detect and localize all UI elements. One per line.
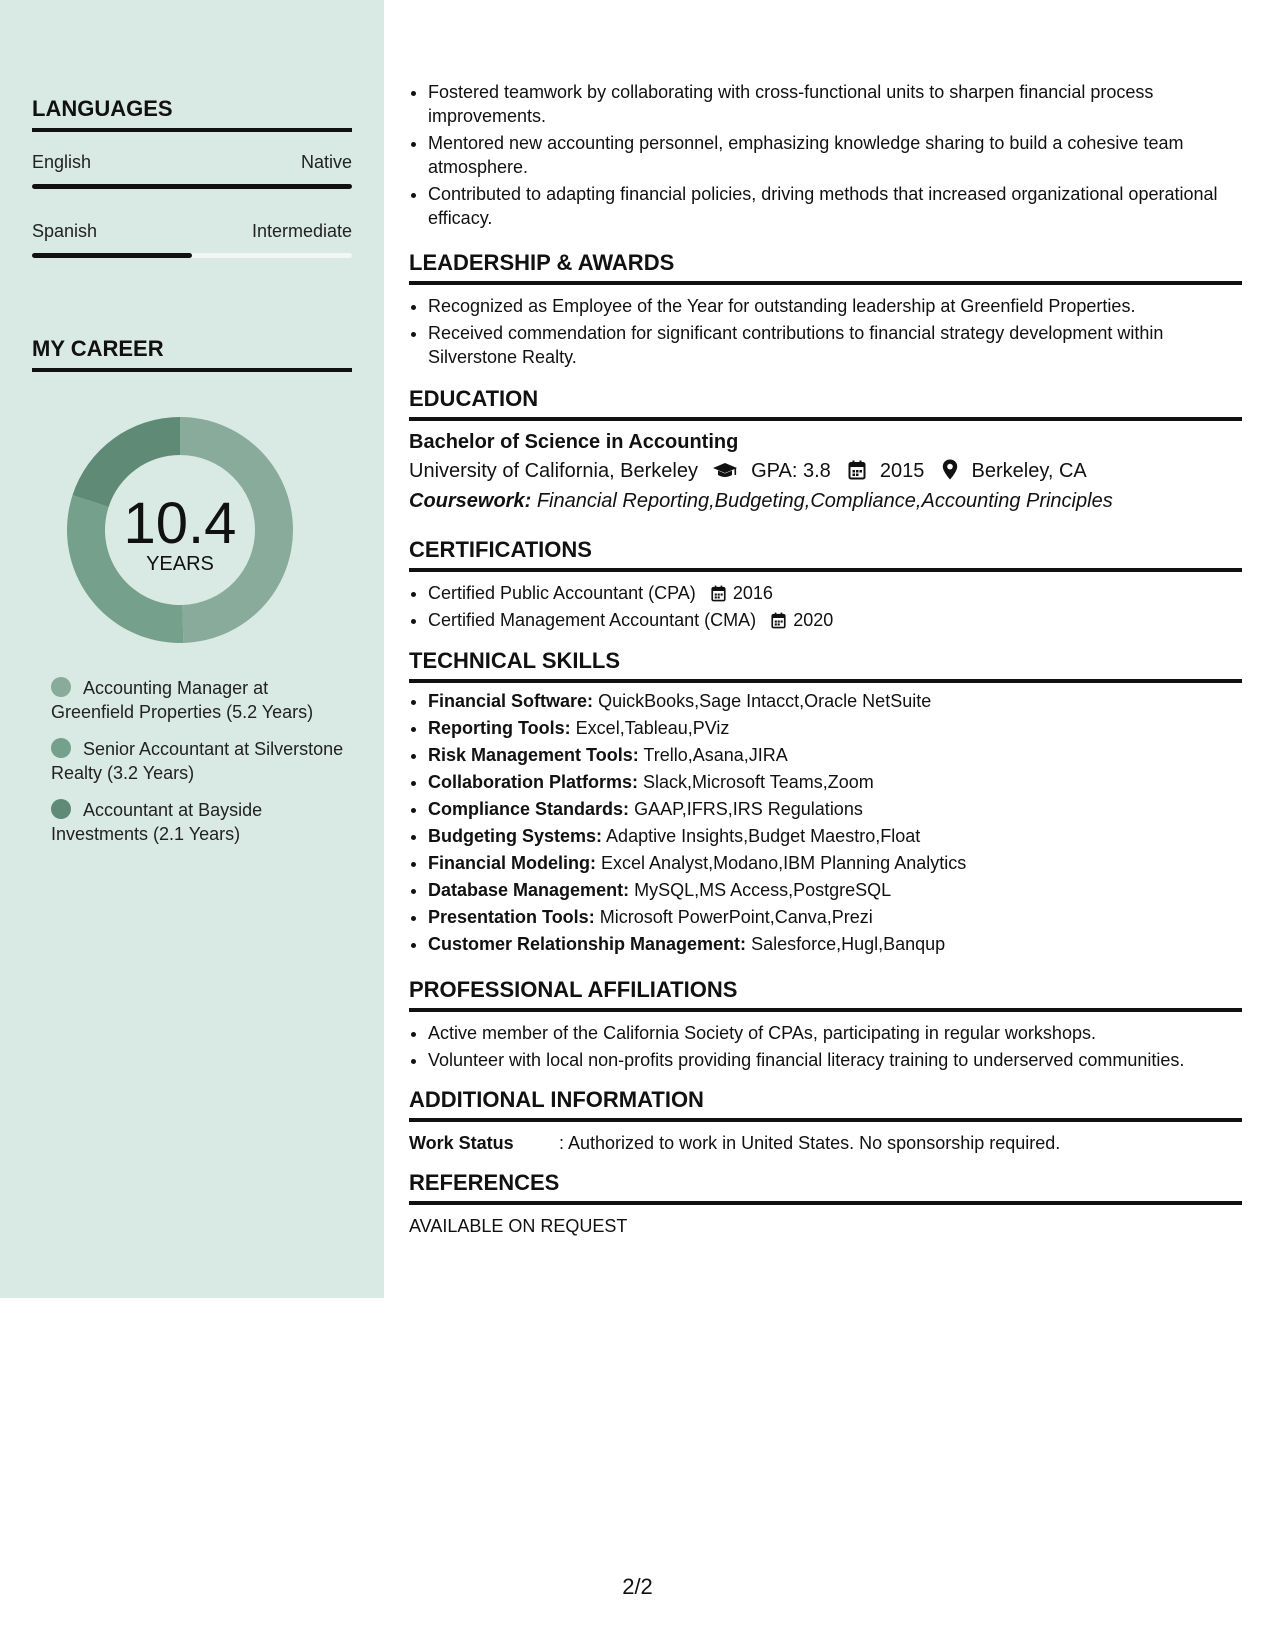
- leadership-item: • Received commendation for significant contributions to financial strategy development within Silverstone Realty.: [428, 321, 1242, 369]
- skill-value: Excel,Tableau,PViz: [575, 718, 730, 738]
- leadership-item: • Recognized as Employee of the Year for outstanding leadership at Greenfield Properties.: [428, 294, 1242, 318]
- calendar-icon: [848, 460, 866, 480]
- coursework-value: Financial Reporting,Budgeting,Compliance,Accounting Principles: [536, 490, 1113, 512]
- leadership-section: [409, 250, 1242, 372]
- references-text: AVAILABLE ON REQUEST: [409, 1216, 628, 1236]
- references-title: REFERENCES: [409, 1170, 1242, 1205]
- additional-info-title: ADDITIONAL INFORMATION: [409, 1087, 1242, 1122]
- skill-item: [428, 905, 1242, 929]
- legend-dot: [51, 738, 71, 758]
- language-name: Spanish: [32, 221, 98, 241]
- education-coursework: [409, 486, 1242, 516]
- skill-label: Reporting Tools:: [428, 718, 571, 738]
- skill-item: [428, 878, 1242, 902]
- skills-list: [409, 689, 1242, 956]
- education-gpa: GPA: 3.8: [751, 460, 831, 482]
- skill-value: Microsoft PowerPoint,Canva,Prezi: [599, 907, 873, 927]
- experience-bullet: • Mentored new accounting personnel, emphasizing knowledge sharing to build a cohesive team atmosphere.: [428, 131, 1242, 179]
- career-position-label: Accounting Manager at Greenfield Properties (5.2 Years): [51, 678, 314, 722]
- skill-item: [428, 689, 1242, 713]
- certification-year: 2016: [732, 583, 773, 603]
- skills-section: [409, 648, 1242, 959]
- skill-value: Trello,Asana,JIRA: [643, 745, 788, 765]
- additional-info-section: [409, 1087, 1242, 1155]
- experience-bullet: • Contributed to adapting financial policies, driving methods that increased organizational operational efficacy.: [428, 182, 1242, 230]
- skill-value: Slack,Microsoft Teams,Zoom: [643, 772, 874, 792]
- language-level: Native: [300, 152, 352, 172]
- career-position-label: Accountant at Bayside Investments (2.1 Years): [51, 800, 263, 844]
- certifications-title: CERTIFICATIONS: [409, 537, 1242, 572]
- career-legend-item: [51, 798, 351, 846]
- page-number: 2/2: [622, 1574, 653, 1599]
- experience-continued: [409, 80, 1242, 233]
- affiliations-section: [409, 977, 1242, 1075]
- certification-year: 2020: [793, 610, 834, 630]
- skill-value: Excel Analyst,Modano,IBM Planning Analytics: [601, 853, 967, 873]
- skill-item: [428, 743, 1242, 767]
- career-position-label: Senior Accountant at Silverstone Realty (3.2 Years): [51, 739, 344, 783]
- certification-item: [428, 581, 1242, 605]
- skill-item: [428, 770, 1242, 794]
- language-bar-fill: [32, 253, 192, 258]
- career-total-unit: YEARS: [146, 553, 214, 575]
- affiliation-item: • Volunteer with local non-profits providing financial literacy training to underserved communities.: [428, 1048, 1242, 1072]
- experience-bullet: • Fostered teamwork by collaborating with cross-functional units to sharpen financial process improvements.: [428, 80, 1242, 128]
- career-donut-chart: [67, 417, 293, 643]
- career-legend-item: [51, 737, 351, 785]
- skill-value: Adaptive Insights,Budget Maestro,Float: [606, 826, 921, 846]
- skill-label: Customer Relationship Management:: [428, 934, 747, 954]
- career-total-value: 10.4: [123, 491, 237, 556]
- skill-label: Database Management:: [428, 880, 630, 900]
- work-status-value: : Authorized to work in United States. No sponsorship required.: [559, 1133, 1061, 1153]
- legend-dot: [51, 677, 71, 697]
- language-row-english: [32, 152, 352, 173]
- legend-dot: [51, 799, 71, 819]
- affiliation-item: • Active member of the California Society of CPAs, participating in regular workshops.: [428, 1021, 1242, 1045]
- education-section: [409, 386, 1242, 516]
- certification-name: Certified Management Accountant (CMA): [428, 610, 757, 630]
- experience-bullets: [409, 80, 1242, 230]
- career-legend: [51, 676, 351, 859]
- graduation-cap-icon: [712, 462, 738, 480]
- skill-label: Collaboration Platforms:: [428, 772, 639, 792]
- calendar-icon: [771, 612, 786, 629]
- skill-item: [428, 797, 1242, 821]
- certifications-section: [409, 537, 1242, 635]
- coursework-label: Coursework:: [409, 490, 532, 512]
- skill-value: QuickBooks,Sage Intacct,Oracle NetSuite: [598, 691, 932, 711]
- language-row-spanish: [32, 221, 352, 242]
- language-name: English: [32, 152, 92, 172]
- leadership-list: [409, 294, 1242, 369]
- education-title: EDUCATION: [409, 386, 1242, 421]
- education-location: Berkeley, CA: [971, 460, 1087, 482]
- education-year: 2015: [879, 460, 925, 482]
- language-bar-english: [32, 184, 352, 189]
- map-marker-icon: [942, 459, 958, 480]
- affiliations-title: PROFESSIONAL AFFILIATIONS: [409, 977, 1242, 1012]
- certification-name: Certified Public Accountant (CPA): [428, 583, 696, 603]
- career-legend-item: [51, 676, 351, 724]
- skill-value: MySQL,MS Access,PostgreSQL: [634, 880, 892, 900]
- skill-label: Presentation Tools:: [428, 907, 595, 927]
- skills-title: TECHNICAL SKILLS: [409, 648, 1242, 683]
- career-heading: MY CAREER: [32, 336, 352, 372]
- certification-item: [428, 608, 1242, 632]
- work-status-row: [409, 1131, 1242, 1155]
- references-section: [409, 1170, 1242, 1238]
- skill-value: Salesforce,Hugl,Banqup: [751, 934, 946, 954]
- education-details: [409, 456, 1242, 486]
- leadership-title: LEADERSHIP & AWARDS: [409, 250, 1242, 285]
- education-school: University of California, Berkeley: [409, 460, 698, 482]
- language-level: Intermediate: [251, 221, 352, 241]
- language-bar-fill: [32, 184, 352, 189]
- skill-label: Budgeting Systems:: [428, 826, 603, 846]
- certifications-list: [409, 581, 1242, 632]
- sidebar: [0, 0, 384, 1298]
- skill-item: [428, 932, 1242, 956]
- languages-heading: LANGUAGES: [32, 96, 352, 132]
- language-bar-spanish: [32, 253, 352, 258]
- skill-item: [428, 824, 1242, 848]
- skill-label: Compliance Standards:: [428, 799, 630, 819]
- skill-label: Risk Management Tools:: [428, 745, 639, 765]
- work-status-label: Work Status: [409, 1133, 514, 1153]
- skill-item: [428, 716, 1242, 740]
- skill-value: GAAP,IFRS,IRS Regulations: [634, 799, 863, 819]
- education-degree: Bachelor of Science in Accounting: [409, 431, 739, 453]
- calendar-icon: [711, 585, 726, 602]
- skill-label: Financial Modeling:: [428, 853, 597, 873]
- affiliations-list: [409, 1021, 1242, 1072]
- skill-label: Financial Software:: [428, 691, 594, 711]
- skill-item: [428, 851, 1242, 875]
